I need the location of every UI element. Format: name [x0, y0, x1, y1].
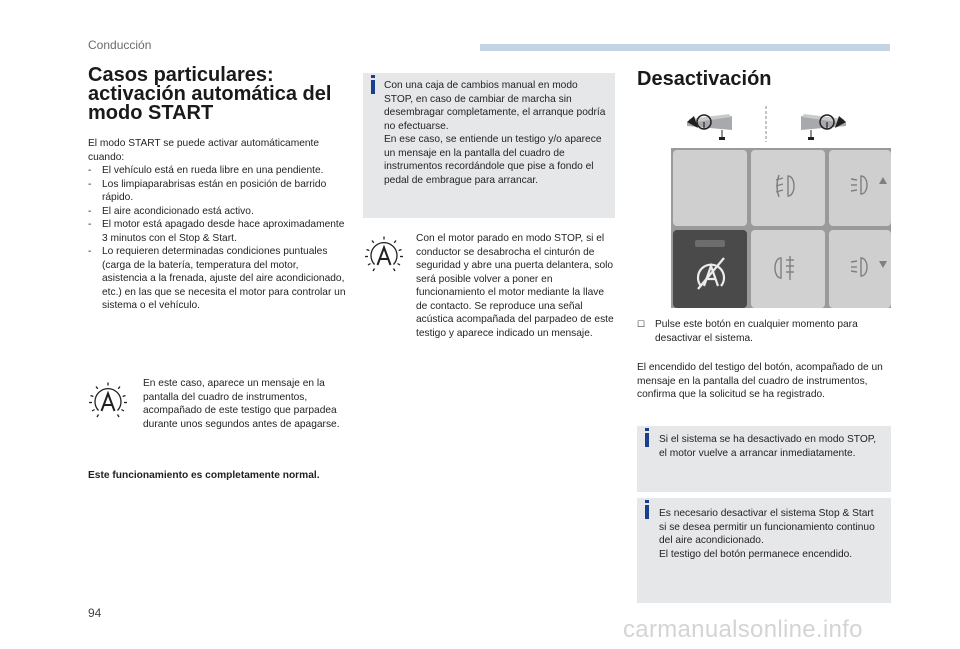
- info-note-air-conditioning: [637, 498, 891, 603]
- list-item: - El aire acondicionado está activo.: [88, 205, 346, 219]
- checkbox-bullet-icon: ☐: [637, 319, 646, 329]
- confirmation-paragraph: El encendido del testigo del botón, acompañado de un mensaje en la pantalla del cuadro de instrumentos, confirma que la solicitud se ha registrado.: [637, 362, 883, 400]
- list-item: - Los limpiaparabrisas están en posición de barrido rápido.: [88, 178, 346, 205]
- deactivation-instruction-text: Pulse este botón en cualquier momento para desactivar el sistema.: [655, 319, 858, 344]
- info-icon: [371, 80, 375, 94]
- header-bar: [480, 44, 890, 51]
- stop-start-switch-panel: [671, 148, 891, 308]
- info-note-paragraph: Es necesario desactivar el sistema Stop & Start si se desea permitir un funcionamiento continuo del aire acondicionado.: [659, 508, 875, 546]
- stop-start-warning-lamp-icon: [364, 235, 404, 275]
- deactivation-title: Desactivación: [637, 68, 772, 90]
- watermark: carmanualsonline.info: [623, 616, 863, 643]
- info-icon: [645, 433, 649, 447]
- intro-text: El modo START se puede activar automáticamente cuando:: [88, 138, 320, 163]
- info-note-text: [384, 79, 608, 187]
- title-line-3: modo START: [88, 102, 214, 124]
- stop-start-warning-lamp-icon: [88, 381, 128, 421]
- page-number: 94: [88, 606, 102, 620]
- warning-lamp-description: En este caso, aparece un mensaje en la pantalla del cuadro de instrumentos, acompañado de este testigo que parpadea durante unos segundos antes de apagarse.: [143, 378, 340, 430]
- conditions-list: [88, 164, 346, 313]
- steering-wheel-icon: [684, 104, 849, 144]
- title-line-2: activación automática del: [88, 83, 332, 105]
- info-note-text: [659, 507, 883, 561]
- info-icon: [645, 505, 649, 519]
- info-note-paragraph: Con una caja de cambios manual en modo STOP, en caso de cambiar de marcha sin desembragar completamente, el arranque podría no efectuarse.: [384, 80, 606, 132]
- info-note-paragraph: El testigo del botón permanece encendido.: [659, 548, 853, 560]
- list-item: - El motor está apagado desde hace aproximadamente 3 minutos con el Stop & Start.: [88, 218, 346, 245]
- info-note-gearbox: [363, 73, 615, 218]
- info-note-restart: [637, 426, 891, 492]
- list-item: - El vehículo está en rueda libre en una pendiente.: [88, 164, 346, 178]
- normal-operation-note: Este funcionamiento es completamente normal.: [88, 470, 320, 481]
- section-title: [88, 66, 348, 123]
- list-item: - Lo requieren determinadas condiciones puntuales (carga de la batería, temperatura del motor, asistencia a la frenada, ajuste del aire acondicionado, etc.) en las que se necesita el motor para controlar un sistema o el vehículo.: [88, 245, 346, 313]
- section-header: Conducción: [88, 38, 152, 52]
- seatbelt-warning-description: Con el motor parado en modo STOP, si el conductor se desabrocha el cinturón de seguridad y abre una puerta delantera, solo será posible volver a poner en funcionamiento el motor mediante la llave de contacto. Se reproduce una señal acústica acompañada del parpadeo de este testigo y aparece indicado un mensaje.: [416, 233, 614, 339]
- title-line-1: Casos particulares:: [88, 64, 274, 86]
- info-note-paragraph: En ese caso, se entiende un testigo y/o aparece un mensaje en la pantalla del cuadro de instrumentos recordándole que pise a fondo el pedal de embrague para arrancar.: [384, 134, 602, 186]
- intro-block: [88, 137, 346, 313]
- info-note-text: Si el sistema se ha desactivado en modo STOP, el motor vuelve a arrancar inmediatamente.: [659, 434, 877, 459]
